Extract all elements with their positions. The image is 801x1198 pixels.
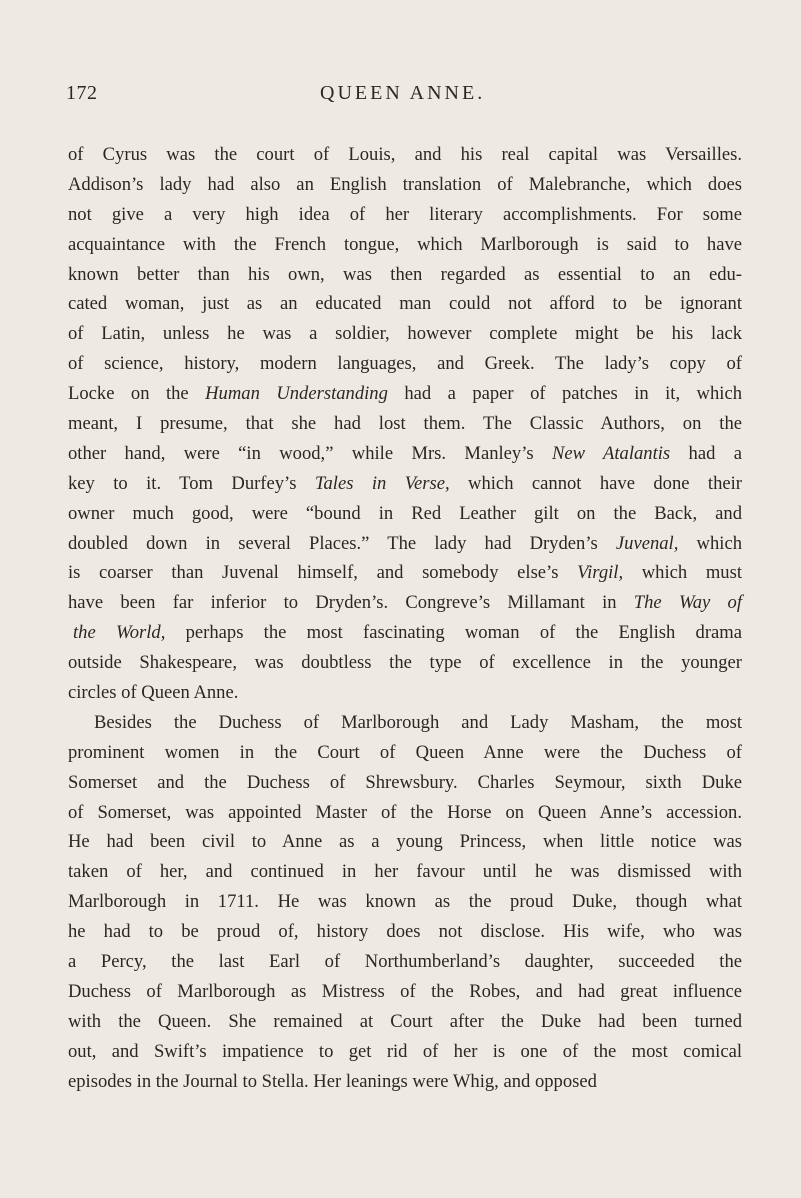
text-line — [68, 230, 742, 260]
running-title: QUEEN ANNE. — [320, 82, 486, 104]
text-line — [68, 678, 742, 708]
italic-title: the World, — [73, 622, 166, 644]
text-segment: Somerset and the Duchess of Shrewsbury. Charles Seymour, sixth Duke — [68, 771, 742, 793]
text-segment: meant, I presume, that she had lost them. The Classic Authors, on the — [68, 413, 742, 435]
text-segment: of Latin, unless he was a soldier, however complete might be his lack — [68, 323, 742, 345]
text-segment: key to it. Tom Durfey’s — [68, 472, 315, 494]
italic-title: Juvenal, — [615, 532, 679, 554]
text-segment: episodes in the Journal to Stella. Her leanings were Whig, and opposed — [68, 1070, 597, 1092]
text-line — [68, 260, 742, 290]
text-segment: outside Shakespeare, was doubtless the type of excellence in the younger — [68, 652, 742, 674]
text-line — [68, 349, 742, 379]
text-segment: is coarser than Juvenal himself, and somebody else’s — [68, 562, 578, 584]
text-line — [68, 140, 742, 170]
text-segment: had a paper of patches in it, which — [387, 383, 742, 405]
text-segment: doubled down in several Places.” The lady had Dryden’s — [68, 532, 616, 554]
text-line — [68, 1067, 742, 1097]
text-segment: with the Queen. She remained at Court after the Duke had been turned — [68, 1010, 742, 1032]
text-segment: taken of her, and continued in her favour until he was dismissed with — [68, 861, 742, 883]
italic-title: Human Understanding — [205, 383, 388, 405]
text-line — [68, 170, 742, 200]
text-line — [68, 827, 742, 857]
text-segment: perhaps the most fascinating woman of the English drama — [165, 622, 743, 644]
text-segment: he had to be proud of, history does not disclose. His wife, who was — [68, 921, 742, 943]
text-segment: of Cyrus was the court of Louis, and his real capital was Versailles. — [68, 144, 742, 165]
italic-title: Tales in Verse, — [314, 472, 450, 494]
text-line — [68, 439, 742, 469]
text-segment: prominent women in the Court of Queen Anne were the Duchess of — [68, 741, 742, 763]
text-line — [68, 798, 742, 828]
text-segment: known better than his own, was then regarded as essential to an edu- — [68, 263, 742, 285]
text-segment: circles of Queen Anne. — [68, 682, 239, 704]
text-segment: not give a very high idea of her literary accomplishments. For some — [68, 203, 742, 225]
page-number: 172 — [66, 82, 98, 104]
text-segment: Besides the Duchess of Marlborough and Lady Masham, the most — [94, 711, 742, 733]
italic-title: New Atalantis — [551, 442, 671, 464]
paragraph — [68, 708, 742, 1097]
text-segment: cated woman, just as an educated man could not afford to be ignorant — [68, 293, 742, 315]
text-line — [68, 887, 742, 917]
text-segment: have been far inferior to Dryden’s. Congreve’s Millamant in — [68, 592, 634, 614]
text-segment: which — [678, 532, 742, 554]
text-line — [68, 708, 742, 738]
italic-title: Virgil, — [577, 562, 624, 584]
text-line — [68, 289, 742, 319]
text-segment: had a — [670, 442, 742, 464]
text-segment: of science, history, modern languages, and Greek. The lady’s copy of — [68, 353, 742, 375]
text-line — [68, 947, 742, 977]
text-line — [68, 857, 742, 887]
text-line — [68, 588, 742, 618]
text-line — [68, 768, 742, 798]
text-line — [68, 1007, 742, 1037]
text-segment: of Somerset, was appointed Master of the Horse on Queen Anne’s accession. — [68, 801, 742, 823]
text-line — [68, 200, 742, 230]
text-line — [68, 917, 742, 947]
page-header — [0, 82, 801, 112]
text-segment: He had been civil to Anne as a young Princess, when little notice was — [68, 831, 742, 853]
text-line — [68, 529, 742, 559]
text-segment: other hand, were “in wood,” while Mrs. Manley’s — [68, 442, 552, 464]
text-line — [68, 409, 742, 439]
text-segment: Locke on the — [68, 383, 206, 405]
text-segment: which must — [623, 562, 742, 584]
paragraph — [68, 140, 742, 708]
text-line — [68, 499, 742, 529]
text-line — [68, 1037, 742, 1067]
text-segment: acquaintance with the French tongue, which Marlborough is said to have — [68, 233, 742, 255]
text-segment: out, and Swift’s impatience to get rid of her is one of the most comical — [68, 1040, 742, 1062]
italic-title: The Way of — [633, 592, 742, 614]
body-text — [68, 140, 742, 1097]
text-segment: Addison’s lady had also an English translation of Malebranche, which does — [68, 173, 742, 195]
text-segment: a Percy, the last Earl of Northumberland’s daughter, succeeded the — [68, 951, 742, 973]
text-line — [68, 319, 742, 349]
text-line — [68, 977, 742, 1007]
text-segment: Duchess of Marlborough as Mistress of the Robes, and had great influence — [68, 980, 742, 1002]
text-line — [68, 558, 742, 588]
text-segment: Marlborough in 1711. He was known as the proud Duke, though what — [68, 891, 742, 913]
text-line — [68, 618, 742, 648]
text-segment: which cannot have done their — [449, 472, 742, 494]
text-line — [68, 379, 742, 409]
text-line — [68, 469, 742, 499]
text-segment: owner much good, were “bound in Red Leather gilt on the Back, and — [68, 502, 742, 524]
text-line — [68, 648, 742, 678]
text-line — [68, 738, 742, 768]
